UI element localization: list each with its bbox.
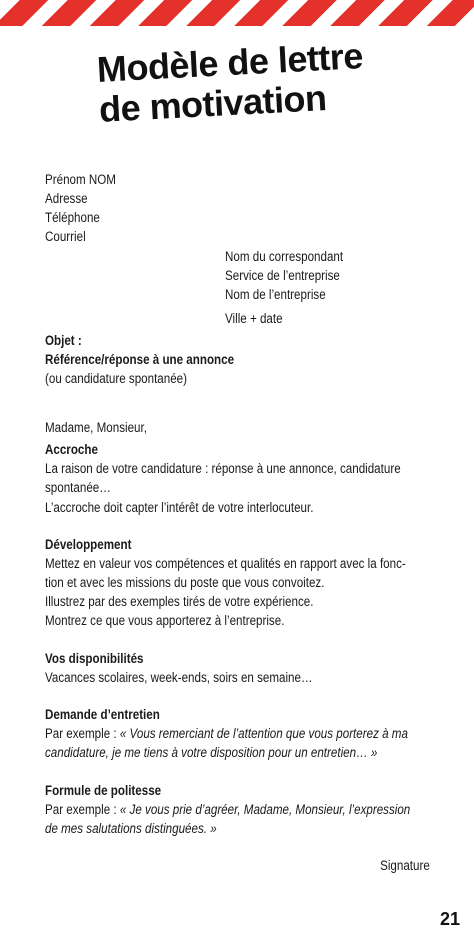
object-alternative: (ou candidature spontanée) — [45, 371, 188, 386]
decorative-stripe-band — [0, 0, 474, 26]
politesse-line-2: de mes salutations distinguées. » — [45, 821, 217, 836]
politesse-quote-1: « Je vous prie d’agréer, Madame, Monsieur, l’expression — [119, 802, 411, 817]
sender-email: Courriel — [45, 229, 86, 244]
section-heading-developpement: Développement — [45, 537, 132, 552]
entretien-quote-1: « Vous remerciant de l’attention que vous porterez à ma — [119, 726, 408, 741]
entretien-prefix: Par exemple : — [45, 726, 120, 741]
recipient-place-date: Ville + date — [225, 311, 283, 326]
page-title-line-1: Modèle de lettre — [95, 35, 364, 90]
recipient-correspondent: Nom du correspondant — [225, 249, 344, 264]
section-heading-politesse: Formule de politesse — [45, 783, 162, 798]
sender-phone: Téléphone — [45, 210, 100, 225]
section-heading-accroche: Accroche — [45, 442, 98, 457]
developpement-line-2: tion et avec les missions du poste que vous convoitez. — [45, 575, 325, 590]
page-title — [96, 36, 366, 130]
page-number: 21 — [439, 909, 460, 929]
developpement-line-3: Illustrez par des exemples tirés de votre expérience. — [45, 594, 314, 609]
developpement-line-1: Mettez en valeur vos compétences et qualités en rapport avec la fonc- — [45, 556, 406, 571]
salutation: Madame, Monsieur, — [45, 420, 147, 435]
politesse-prefix: Par exemple : — [45, 802, 120, 817]
accroche-line-2: spontanée… — [45, 480, 111, 495]
section-heading-entretien: Demande d’entretien — [45, 707, 160, 722]
disponibilites-line-1: Vacances scolaires, week-ends, soirs en semaine… — [45, 670, 313, 685]
object-label: Objet : — [45, 333, 82, 348]
page-title-line-2: de motivation — [98, 77, 328, 130]
section-heading-disponibilites: Vos disponibilités — [45, 651, 144, 666]
entretien-line-2: candidature, je me tiens à votre disposition pour un entretien… » — [45, 745, 378, 760]
sender-name: Prénom NOM — [45, 172, 116, 187]
entretien-line-1 — [45, 724, 408, 743]
object-reference: Référence/réponse à une annonce — [45, 352, 235, 367]
accroche-line-1: La raison de votre candidature : réponse à une annonce, candidature — [45, 461, 401, 476]
recipient-service: Service de l’entreprise — [225, 268, 340, 283]
sender-address: Adresse — [45, 191, 88, 206]
developpement-line-4: Montrez ce que vous apporterez à l’entreprise. — [45, 613, 285, 628]
signature-placeholder: Signature — [380, 858, 430, 873]
accroche-line-3: L’accroche doit capter l’intérêt de votre interlocuteur. — [45, 500, 314, 515]
politesse-line-1 — [45, 800, 410, 819]
recipient-company: Nom de l’entreprise — [225, 287, 326, 302]
